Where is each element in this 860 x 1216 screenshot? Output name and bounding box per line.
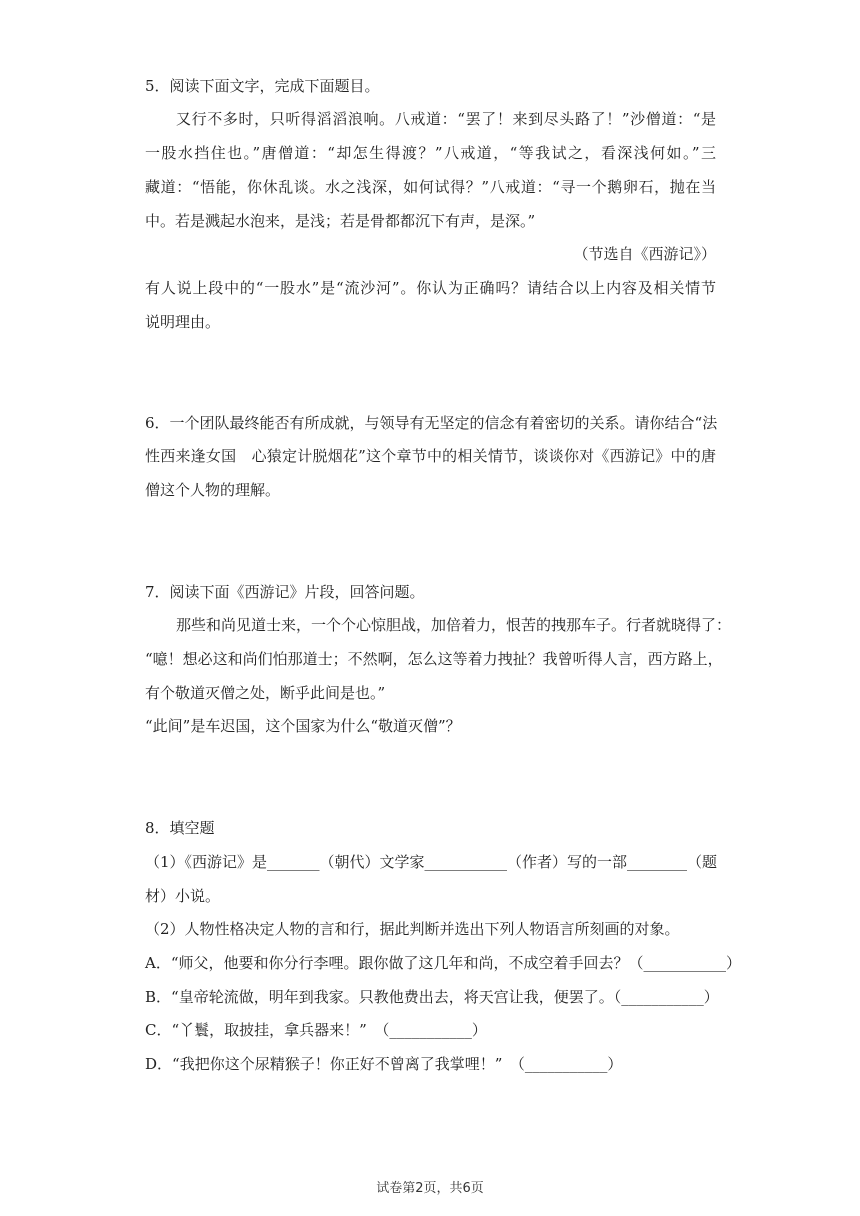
q6-line-3: 僧这个人物的理解。 <box>145 481 281 499</box>
q8-part2: （2）人物性格决定人物的言和行，据此判断并选出下列人物语言所刻画的对象。 <box>145 920 680 938</box>
page-footer: 试卷第2页，共6页 <box>376 1181 484 1196</box>
q7-passage-line-3: 有个敬道灭僧之处，断乎此间是也。” <box>145 684 386 702</box>
q5-passage-line-1: 又行不多时，只听得滔滔浪响。八戒道：“罢了！来到尽头路了！”沙僧道：“是 <box>176 110 716 128</box>
q5-passage-line-4: 中。若是溅起水泡来，是浅；若是骨都都沉下有声，是深。” <box>145 212 536 230</box>
q7-question: “此间”是车迟国，这个国家为什么“敬道灭僧”？ <box>145 717 461 735</box>
q8-part1-line-1: （1）《西游记》是_______（朝代）文学家___________（作者）写的一部________（题 <box>145 853 718 871</box>
q7-passage-line-1: 那些和尚见道士来，一个个心惊胆战，加倍着力，恨苦的拽那车子。行者就晓得了： <box>176 616 732 634</box>
q8-part1-line-2: 材）小说。 <box>145 887 221 905</box>
q7-heading: 7．阅读下面《西游记》片段，回答问题。 <box>145 583 425 601</box>
q5-source: （节选自《西游记》） <box>573 245 716 263</box>
q8-option-c: C．“丫鬟，取披挂，拿兵器来！” （___________） <box>145 1021 487 1039</box>
q5-question-line-1: 有人说上段中的“一股水”是“流沙河”。你认为正确吗？请结合以上内容及相关情节 <box>145 279 716 297</box>
q7-passage-line-2: “噫！想必这和尚们怕那道士；不然啊，怎么这等着力拽扯？我曾听得人言，西方路上， <box>145 650 723 668</box>
q5-question-line-2: 说明理由。 <box>145 313 221 331</box>
q8-option-a: A．“师父，他要和你分行李哩。跟你做了这几年和尚，不成空着手回去？（___________） <box>145 954 742 972</box>
q5-heading: 5．阅读下面文字，完成下面题目。 <box>145 77 380 95</box>
q5-passage-line-2: 一股水挡住也。”唐僧道：“却怎生得渡？”八戒道，“等我试之，看深浅何如。”三 <box>145 144 716 162</box>
q6-line-1: 6．一个团队最终能否有所成就，与领导有无坚定的信念有着密切的关系。请你结合“法 <box>145 414 718 432</box>
q6-line-2: 性西来逢女国 心猿定计脱烟花”这个章节中的相关情节，谈谈你对《西游记》中的唐 <box>145 447 716 465</box>
q5-passage-line-3: 藏道：“悟能，你休乱谈。水之浅深，如何试得？”八戒道：“寻一个鹅卵石，抛在当 <box>145 178 716 196</box>
q8-option-b: B．“皇帝轮流做，明年到我家。只教他费出去，将天宫让我，便罢了。（___________） <box>145 988 719 1006</box>
q8-heading: 8．填空题 <box>145 819 215 837</box>
q8-option-d: D．“我把你这个尿精猴子！你正好不曾离了我掌哩！” （___________） <box>145 1055 623 1073</box>
